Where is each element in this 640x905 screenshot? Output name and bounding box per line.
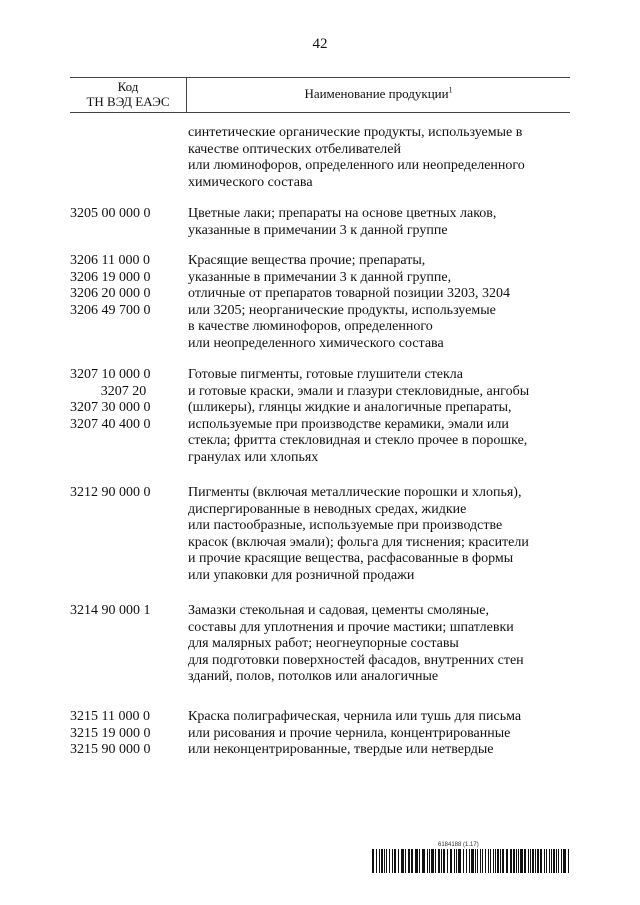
- description-cell: [188, 709, 570, 759]
- product-code: 3207 20: [100, 383, 147, 399]
- code-cell: [70, 603, 177, 620]
- description-line: гранулах или хлопьях: [188, 449, 319, 465]
- description-cell: [188, 603, 570, 686]
- description-line: и прочие красящие вещества, расфасованные в формы: [188, 551, 514, 566]
- description-line: красок (включая эмали); фольга для тиснения; красители: [188, 534, 529, 550]
- code-header-line-2: ТН ВЭД ЕАЭС: [86, 94, 170, 109]
- name-header-label: Наименование продукции: [304, 86, 449, 101]
- description-line: Замазки стекольная и садовая, цементы смоляные,: [188, 603, 490, 618]
- product-code: 3206 49 700 0: [70, 302, 151, 318]
- product-code: 3206 20 000 0: [70, 286, 151, 301]
- description-line: Цветные лаки; препараты на основе цветных лаков,: [188, 206, 497, 221]
- description-line: или рисования и прочие чернила, концентрированные: [188, 725, 511, 741]
- description-line: используемые при производстве керамики, эмали или: [188, 416, 509, 432]
- product-code: 3212 90 000 0: [70, 485, 151, 500]
- description-line: или упаковки для розничной продажи: [188, 567, 415, 583]
- product-code: 3206 19 000 0: [70, 269, 151, 285]
- code-cell: [70, 485, 177, 502]
- page-number: 42: [312, 36, 328, 52]
- product-code: 3207 30 000 0: [70, 400, 151, 415]
- product-code: 3215 19 000 0: [70, 725, 151, 741]
- description-line: или неопределенного химического состава: [188, 335, 444, 351]
- product-code: 3214 90 000 1: [70, 603, 151, 618]
- code-header-line-1: Код: [117, 79, 139, 94]
- product-code: 3207 40 400 0: [70, 416, 151, 432]
- description-line: или 3205; неорганические продукты, используемые: [188, 302, 496, 318]
- description-line: зданий, полов, потолков или аналогичные: [188, 669, 439, 684]
- description-line: синтетические органические продукты, используемые в: [188, 125, 523, 140]
- table-header: [70, 77, 570, 113]
- description-line: или неконцентрированные, твердые или нетвердые: [188, 742, 494, 757]
- description-line: отличные от препаратов товарной позиции 3203, 3204: [188, 286, 511, 301]
- product-code: 3205 00 000 0: [70, 206, 151, 221]
- code-cell: [70, 367, 177, 433]
- description-line: для малярных работ; неогнеупорные составы: [188, 636, 459, 651]
- description-line: Пигменты (включая металлические порошки и хлопья),: [188, 485, 522, 500]
- description-line: Красящие вещества прочие; препараты,: [188, 253, 426, 268]
- barcode-image: [372, 849, 570, 873]
- description-cell: [188, 206, 570, 239]
- description-line: Готовые пигменты, готовые глушители стекла: [188, 367, 463, 382]
- code-cell: [70, 709, 177, 759]
- description-line: Краска полиграфическая, чернила или тушь для письма: [188, 709, 522, 724]
- product-code: 3206 11 000 0: [70, 253, 150, 268]
- description-line: химического состава: [188, 174, 313, 190]
- description-line: в качестве люминофоров, определенного: [188, 319, 433, 334]
- description-line: или люминофоров, определенного или неопределенного: [188, 158, 525, 173]
- product-code: 3215 90 000 0: [70, 742, 151, 757]
- name-column-header: [187, 86, 570, 102]
- footnote-marker: 1: [448, 85, 453, 95]
- description-line: стекла; фритта стекловидная и стекло прочее в порошке,: [188, 433, 528, 448]
- description-line: и готовые краски, эмали и глазури стекловидные, ангобы: [188, 383, 530, 399]
- description-line: для подготовки поверхностей фасадов, внутренних стен: [188, 652, 524, 668]
- code-cell: [70, 253, 177, 319]
- code-cell: [70, 206, 177, 223]
- description-cell: [188, 125, 570, 191]
- product-code: 3215 11 000 0: [70, 709, 150, 724]
- description-line: составы для уплотнения и прочие мастики; шпатлевки: [188, 619, 514, 635]
- description-cell: [188, 485, 570, 584]
- description-line: диспергированные в неводных средах, жидкие: [188, 501, 467, 517]
- description-line: указанные в примечании 3 к данной группе,: [188, 269, 452, 285]
- description-line: указанные в примечании 3 к данной группе: [188, 222, 448, 238]
- description-cell: [188, 253, 570, 352]
- description-line: или пастообразные, используемые при производстве: [188, 518, 503, 533]
- description-line: (шликеры), глянцы жидкие и аналогичные препараты,: [188, 400, 512, 415]
- description-line: качестве оптических отбеливателей: [188, 141, 402, 157]
- code-column-header: [70, 79, 186, 109]
- barcode-label: 6184188 (1.17): [438, 842, 479, 848]
- description-cell: [188, 367, 570, 466]
- product-code: 3207 10 000 0: [70, 367, 151, 382]
